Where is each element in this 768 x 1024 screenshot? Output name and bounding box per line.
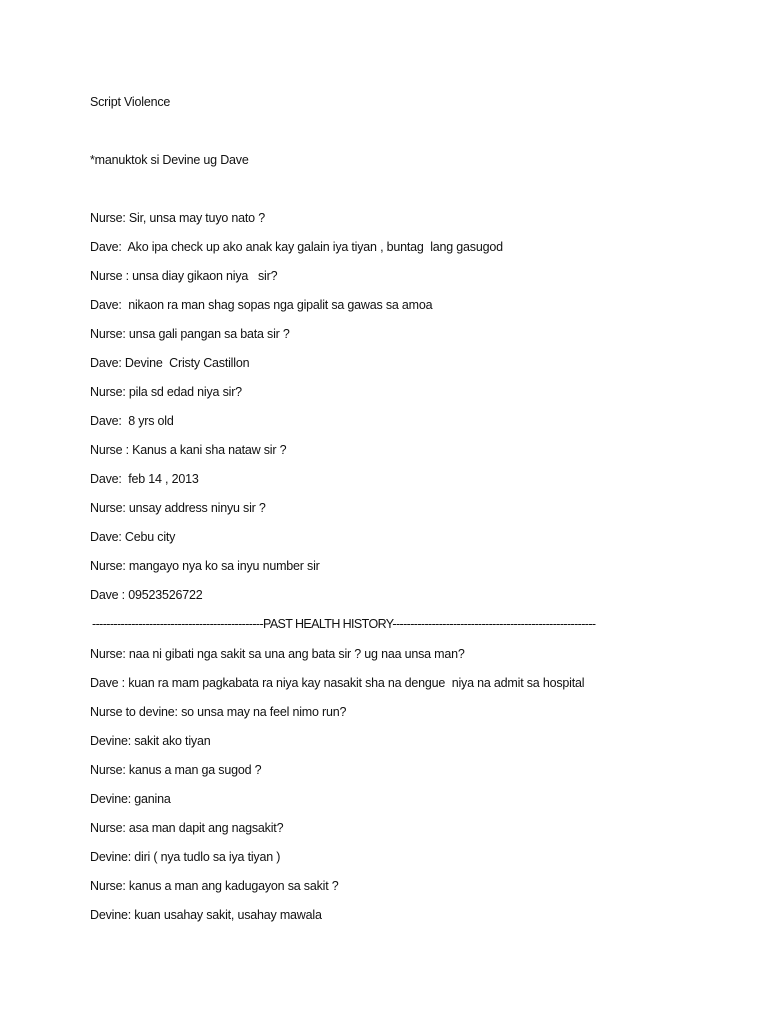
dialogue-line: Devine: ganina bbox=[90, 792, 171, 806]
dialogue-line: Nurse: Sir, unsa may tuyo nato ? bbox=[90, 211, 265, 225]
dialogue-line: Dave : 09523526722 bbox=[90, 588, 203, 602]
dialogue-line: Nurse : unsa diay gikaon niya sir? bbox=[90, 269, 278, 283]
dialogue-line: Dave : kuan ra mam pagkabata ra niya kay nasakit sha na dengue niya na admit sa hospital bbox=[90, 676, 585, 690]
dialogue-line: Nurse : Kanus a kani sha nataw sir ? bbox=[90, 443, 287, 457]
dialogue-line: Dave: feb 14 , 2013 bbox=[90, 472, 199, 486]
dialogue-line: Dave: nikaon ra man shag sopas nga gipalit sa gawas sa amoa bbox=[90, 298, 433, 312]
dialogue-line: Nurse: kanus a man ga sugod ? bbox=[90, 763, 262, 777]
dialogue-line: Devine: diri ( nya tudlo sa iya tiyan ) bbox=[90, 850, 281, 864]
dialogue-line: Nurse: naa ni gibati nga sakit sa una ang bata sir ? ug naa unsa man? bbox=[90, 647, 465, 661]
dialogue-line: Devine: kuan usahay sakit, usahay mawala bbox=[90, 908, 322, 922]
dialogue-line: Nurse: kanus a man ang kadugayon sa sakit ? bbox=[90, 879, 339, 893]
dialogue-line: Dave: Cebu city bbox=[90, 530, 176, 544]
dialogue-line: Nurse to devine: so unsa may na feel nimo run? bbox=[90, 705, 347, 719]
dialogue-line: Nurse: unsa gali pangan sa bata sir ? bbox=[90, 327, 290, 341]
section-divider: ------------------------------------------------PAST HEALTH HISTORY--------------------------------------------------------- bbox=[92, 617, 596, 631]
dialogue-line: Dave: 8 yrs old bbox=[90, 414, 174, 428]
dialogue-line: Dave: Devine Cristy Castillon bbox=[90, 356, 250, 370]
dialogue-line: Dave: Ako ipa check up ako anak kay galain iya tiyan , buntag lang gasugod bbox=[90, 240, 503, 254]
dialogue-line: Nurse: pila sd edad niya sir? bbox=[90, 385, 242, 399]
dialogue-line: Nurse: asa man dapit ang nagsakit? bbox=[90, 821, 284, 835]
scene-direction: *manuktok si Devine ug Dave bbox=[90, 153, 249, 167]
dialogue-line: Devine: sakit ako tiyan bbox=[90, 734, 211, 748]
dialogue-line: Nurse: mangayo nya ko sa inyu number sir bbox=[90, 559, 320, 573]
dialogue-line: Nurse: unsay address ninyu sir ? bbox=[90, 501, 266, 515]
document-title: Script Violence bbox=[90, 95, 171, 109]
